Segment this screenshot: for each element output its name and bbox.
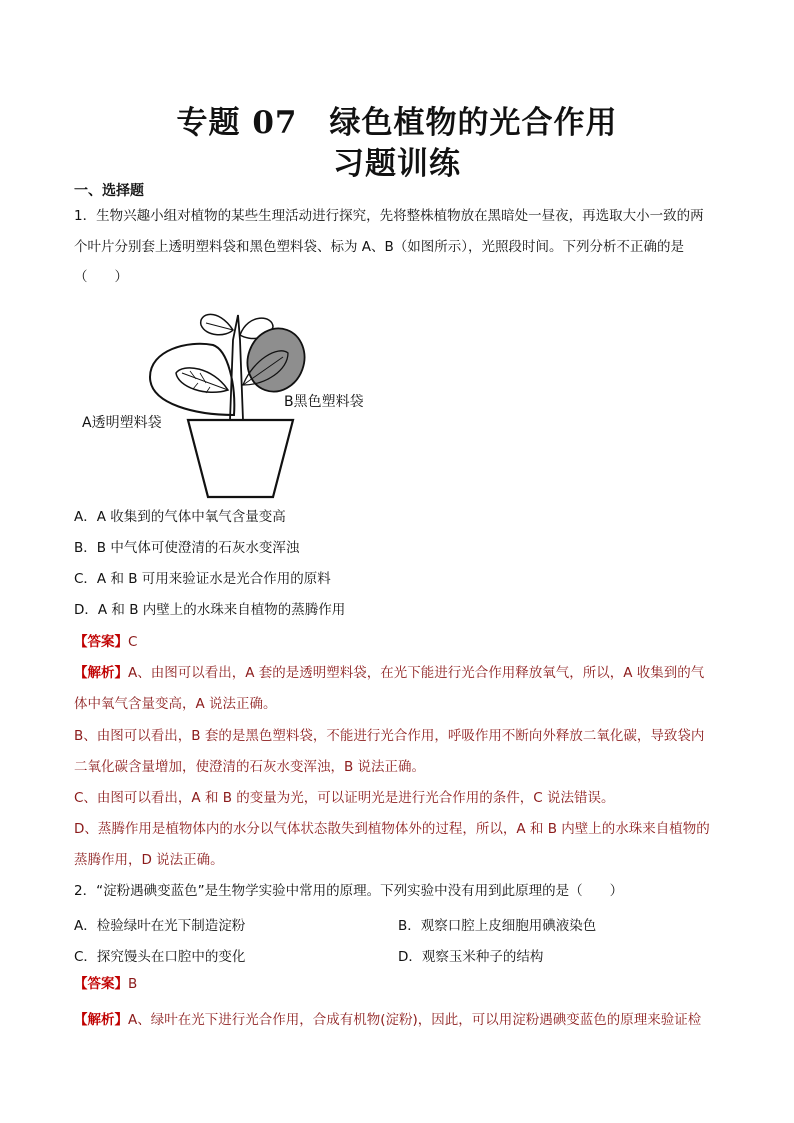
q1-analysis-a-text: A、由图可以看出，A 套的是透明塑料袋，在光下能进行光合作用释放氧气，所以，A 收集到的气 [128,665,705,681]
q1-stem-line1: 1．生物兴趣小组对植物的某些生理活动进行探究，先将整株植物放在黑暗处一昼夜，再选取大小一致的两 [74,208,704,224]
q1-analysis-b-line2: 二氧化碳含量增加，使澄清的石灰水变浑浊，B 说法正确。 [74,759,426,775]
q1-option-a: A．A 收集到的气体中氧气含量变高 [74,509,286,525]
q1-analysis-b-line1: B、由图可以看出，B 套的是黑色塑料袋，不能进行光合作用，呼吸作用不断向外释放二氧化碳，导致袋内 [74,728,705,744]
q1-option-d: D．A 和 B 内壁上的水珠来自植物的蒸腾作用 [74,602,346,618]
q1-analysis-a-line2: 体中氧气含量变高，A 说法正确。 [74,696,277,712]
q2-option-b: B．观察口腔上皮细胞用碘液染色 [398,918,597,934]
q2-analysis-line1 [74,1005,724,1036]
q1-answer: C [128,634,138,650]
q1-analysis-a-line1 [74,658,724,689]
label-bag-b: B黑色塑料袋 [284,394,364,410]
q2-option-c: C．探究馒头在口腔中的变化 [74,949,246,965]
q1-stem-line3: （ ） [74,269,128,285]
q2-analysis-text: A、绿叶在光下进行光合作用，合成有机物(淀粉)，因此，可以用淀粉遇碘变蓝色的原理来验证检 [128,1012,702,1028]
q1-option-b: B．B 中气体可使澄清的石灰水变浑浊 [74,540,300,556]
plant-bag-figure [78,305,388,505]
top-leaf [201,314,233,334]
q1-answer-line [74,627,724,658]
q2-option-d: D．观察玉米种子的结构 [398,949,544,965]
transparent-bag-a [150,344,234,415]
label-bag-a: A透明塑料袋 [82,415,162,431]
analysis-tag: 【解析】 [74,665,128,681]
q1-analysis-c: C、由图可以看出，A 和 B 的变量为光，可以证明光是进行光合作用的条件，C 说法错误。 [74,790,615,806]
section-heading: 一、选择题 [74,183,144,199]
q1-option-c: C．A 和 B 可用来验证水是光合作用的原料 [74,571,331,587]
black-bag-b [239,320,314,399]
q1-analysis-d-line1: D、蒸腾作用是植物体内的水分以气体状态散失到植物体外的过程，所以，A 和 B 内壁上的水珠来自植物的 [74,821,710,837]
page-title: 专题 07 绿色植物的光合作用 [176,105,618,141]
q1-analysis-d-line2: 蒸腾作用，D 说法正确。 [74,852,224,868]
page-subtitle: 习题训练 [333,146,461,182]
q2-answer: B [128,976,138,992]
q2-option-a: A．检验绿叶在光下制造淀粉 [74,918,246,934]
q1-stem-line2: 个叶片分别套上透明塑料袋和黑色塑料袋、标为 A、B（如图所示），光照段时间。下列分析不正确的是 [74,239,685,255]
q2-stem: 2．“淀粉遇碘变蓝色”是生物学实验中常用的原理。下列实验中没有用到此原理的是（ ） [74,883,624,899]
answer-tag: 【答案】 [74,976,128,992]
analysis-tag: 【解析】 [74,1012,128,1028]
q2-answer-line [74,969,724,1000]
flower-pot [188,420,293,497]
answer-tag: 【答案】 [74,634,128,650]
